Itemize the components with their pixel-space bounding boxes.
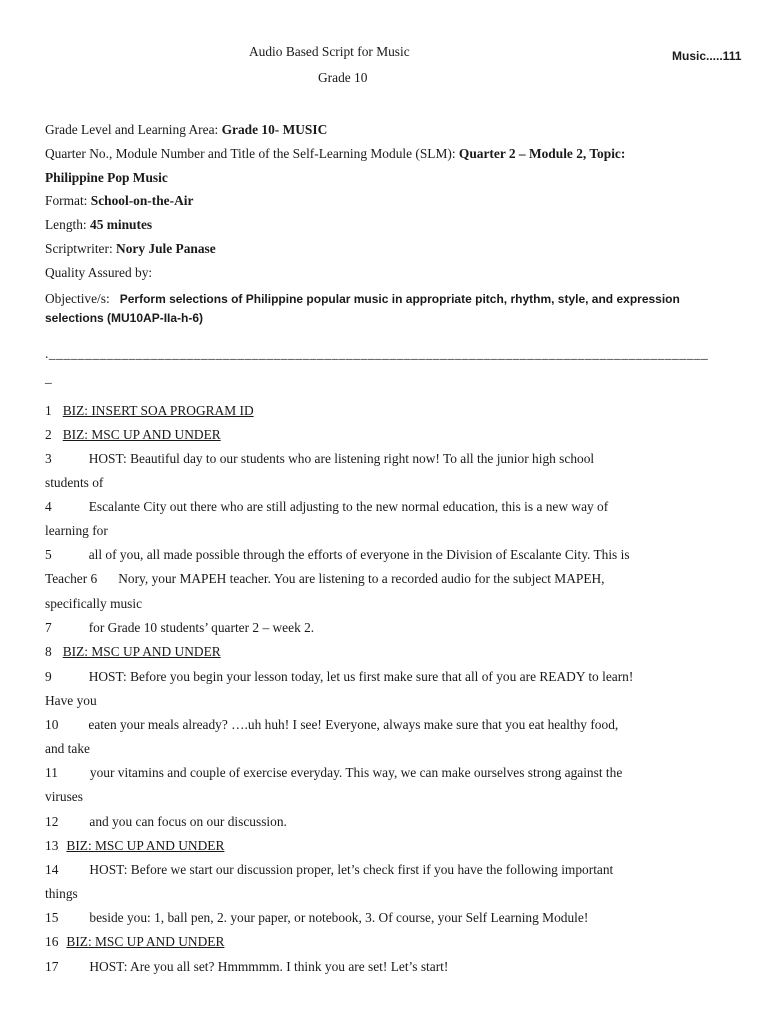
script-line-17	[45, 959, 448, 975]
separator-line: .___________________________________________________________________________________________	[45, 346, 709, 361]
objective-line	[45, 290, 680, 308]
line-number: 9	[45, 669, 52, 684]
script-line-3	[45, 451, 594, 467]
line-number: 17	[45, 959, 59, 974]
host-text: Teacher 6	[45, 571, 98, 586]
host-text: HOST: Beautiful day to our students who are listening right now! To all the junior high school	[88, 451, 595, 466]
host-text: Escalante City out there who are still adjusting to the new normal education, this is a new way of	[88, 499, 609, 514]
script-line-9	[45, 669, 633, 685]
line-number: 12	[45, 814, 59, 829]
grade-level-line	[45, 122, 327, 138]
document-title: Audio Based Script for Music	[249, 44, 410, 59]
script-line-2	[45, 427, 221, 443]
biz-cue: BIZ: MSC UP AND UNDER	[62, 644, 221, 659]
script-line-12	[45, 814, 287, 830]
host-text: HOST: Before we start our discussion proper, let’s check first if you have the following important	[89, 862, 614, 877]
format-line	[45, 193, 193, 209]
line-number: 11	[45, 765, 58, 780]
biz-cue: BIZ: MSC UP AND UNDER	[66, 838, 225, 853]
script-line-10	[45, 717, 618, 733]
objective-label: Objective/s:	[45, 291, 110, 306]
line-number: 13	[45, 838, 59, 853]
line-number: 8	[45, 644, 52, 659]
script-line-7	[45, 620, 314, 636]
host-text: beside you: 1, ball pen, 2. your paper, or notebook, 3. Of course, your Self Learning Module!	[89, 910, 589, 925]
script-line-3-cont: students of	[45, 475, 104, 490]
format-label: Format:	[45, 193, 91, 208]
script-line-5-cont2: specifically music	[45, 596, 143, 611]
host-text: eaten your meals already? ….uh huh! I see! Everyone, always make sure that you eat healthy food,	[88, 717, 619, 732]
script-line-8	[45, 644, 221, 660]
host-text: and you can focus on our discussion.	[89, 814, 287, 829]
quarter-line	[45, 146, 625, 162]
line-number: 1	[45, 403, 52, 418]
host-text: all of you, all made possible through the efforts of everyone in the Division of Escalante City. This is	[88, 547, 630, 562]
scriptwriter-label: Scriptwriter:	[45, 241, 117, 256]
length-label: Length:	[45, 217, 90, 232]
objective-value: Perform selections of Philippine popular music in appropriate pitch, rhythm, style, and expression	[119, 292, 680, 306]
script-line-4	[45, 499, 608, 515]
line-number: 4	[45, 499, 52, 514]
line-number: 5	[45, 547, 52, 562]
page-tag: Music.....111	[672, 49, 742, 63]
script-line-14	[45, 862, 613, 878]
separator-tail: _	[45, 370, 52, 385]
script-line-4-cont: learning for	[45, 523, 108, 538]
biz-cue: BIZ: INSERT SOA PROGRAM ID	[62, 403, 254, 418]
script-line-5-cont	[45, 571, 605, 587]
biz-cue: BIZ: MSC UP AND UNDER	[62, 427, 221, 442]
line-number: 2	[45, 427, 52, 442]
scriptwriter-value: Nory Jule Panase	[116, 241, 216, 256]
script-line-14-cont: things	[45, 886, 78, 901]
host-text: Nory, your MAPEH teacher. You are listening to a recorded audio for the subject MAPEH,	[118, 571, 605, 586]
quarter-label: Quarter No., Module Number and Title of the Self-Learning Module (SLM):	[45, 146, 459, 161]
script-line-15	[45, 910, 588, 926]
script-line-11	[45, 765, 622, 781]
script-line-13	[45, 838, 224, 854]
script-line-10-cont: and take	[45, 741, 90, 756]
line-number: 15	[45, 910, 59, 925]
grade-level-value: Grade 10- MUSIC	[221, 122, 328, 137]
line-number: 14	[45, 862, 59, 877]
script-line-16	[45, 934, 224, 950]
document-grade: Grade 10	[318, 70, 368, 85]
length-line	[45, 217, 152, 233]
biz-cue: BIZ: MSC UP AND UNDER	[66, 934, 225, 949]
line-number: 7	[45, 620, 52, 635]
script-line-11-cont: viruses	[45, 789, 83, 804]
host-text: HOST: Before you begin your lesson today, let us first make sure that all of you are READY to learn!	[88, 669, 634, 684]
line-number: 10	[45, 717, 59, 732]
script-line-1	[45, 403, 254, 419]
length-value: 45 minutes	[90, 217, 153, 232]
topic-value: Philippine Pop Music	[45, 170, 168, 185]
host-text: for Grade 10 students’ quarter 2 – week 2.	[88, 620, 315, 635]
grade-level-label: Grade Level and Learning Area:	[45, 122, 222, 137]
host-text: your vitamins and couple of exercise everyday. This way, we can make ourselves strong against the	[89, 765, 623, 780]
line-number: 16	[45, 934, 59, 949]
script-line-9-cont: Have you	[45, 693, 97, 708]
scriptwriter-line	[45, 241, 216, 257]
line-number: 3	[45, 451, 52, 466]
script-line-5	[45, 547, 630, 563]
quality-assured-line: Quality Assured by:	[45, 265, 153, 280]
format-value: School-on-the-Air	[90, 193, 194, 208]
objective-value-continued: selections (MU10AP-IIa-h-6)	[45, 311, 204, 325]
quarter-value: Quarter 2 – Module 2, Topic:	[458, 146, 626, 161]
host-text: HOST: Are you all set? Hmmmmm. I think you are set! Let’s start!	[89, 959, 449, 974]
